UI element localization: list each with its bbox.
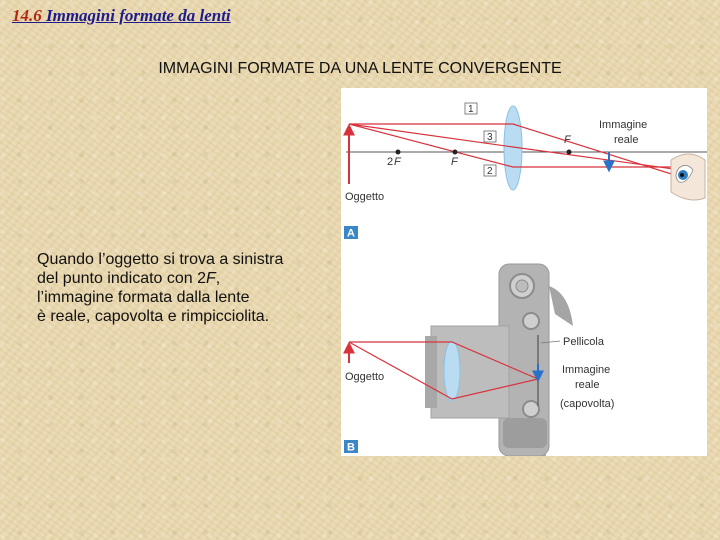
point-f-right <box>567 150 572 155</box>
ray-3 <box>349 124 703 173</box>
badge-a-label: A <box>347 227 355 240</box>
label-f-right: F <box>564 134 571 146</box>
point-f-left <box>453 150 458 155</box>
caption-line-3: l’immagine formata dalla lente <box>37 289 250 306</box>
object-label-a: Oggetto <box>345 191 385 203</box>
label-f-left: F <box>451 156 458 168</box>
figure-drawing <box>341 88 707 456</box>
eye-icon <box>671 154 705 200</box>
image-label-b-line1: Immagine <box>562 364 611 376</box>
slide-title: IMMAGINI FORMATE DA UNA LENTE CONVERGENTE <box>158 60 562 77</box>
caption-line-2-italic: F <box>206 270 216 287</box>
badge-b-label: B <box>347 441 355 454</box>
ray-1-label: 1 <box>468 104 474 115</box>
camera-lens <box>444 341 460 401</box>
section-number: 14.6 <box>12 6 42 25</box>
caption-line-2-end: , <box>215 270 221 287</box>
image-label-a-line1: Immagine <box>599 119 648 131</box>
lens-figure <box>341 88 707 456</box>
panel-a <box>344 103 707 240</box>
image-label-b-line3: (capovolta) <box>560 398 615 410</box>
section-header <box>12 6 231 26</box>
object-label-b: Oggetto <box>345 371 385 383</box>
ray-3-label: 3 <box>487 132 493 143</box>
image-label-a-line2: reale <box>614 134 639 146</box>
point-2f <box>396 150 401 155</box>
label-2f-letter: F <box>394 156 401 168</box>
film-label: Pellicola <box>563 336 604 348</box>
ray-2 <box>349 124 703 167</box>
image-label-b-line2: reale <box>575 379 600 391</box>
panel-b <box>344 264 614 456</box>
ray-1 <box>349 124 703 184</box>
ray-2-label: 2 <box>487 166 493 177</box>
caption-text <box>37 250 347 326</box>
label-2f-number: 2 <box>387 156 394 168</box>
section-title: Immagini formate da lenti <box>46 6 231 25</box>
caption-line-2 <box>37 269 347 288</box>
caption-line-2-start: del punto indicato con 2 <box>37 270 207 287</box>
caption-line-4: è reale, capovolta e rimpicciolita. <box>37 308 270 325</box>
caption-line-1: Quando l’oggetto si trova a sinistra <box>37 251 284 268</box>
